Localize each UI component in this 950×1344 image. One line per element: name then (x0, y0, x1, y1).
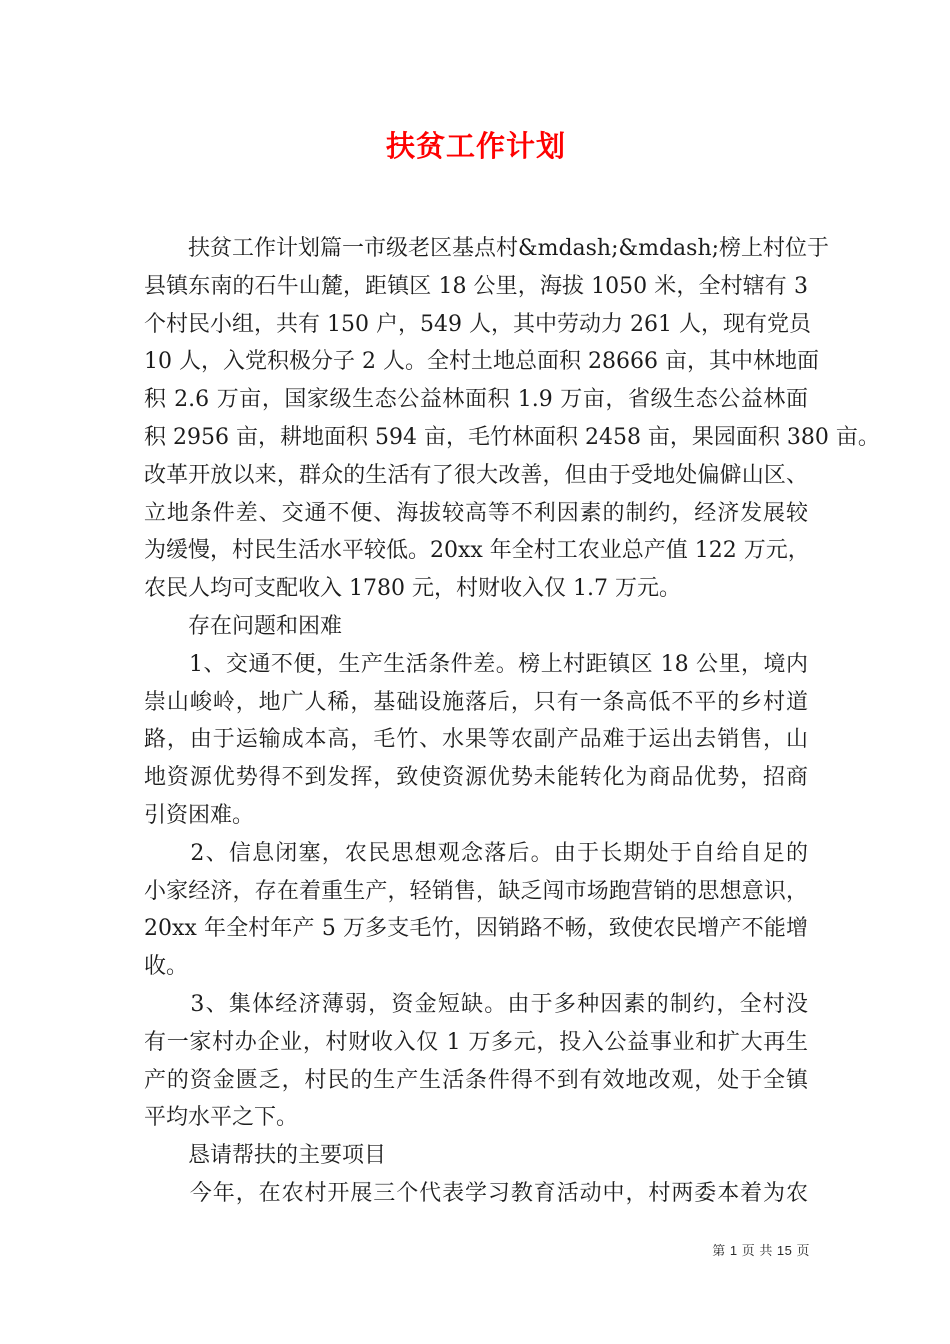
body-line: 农民人均可支配收入 1780 元，村财收入仅 1.7 万元。 (144, 576, 681, 602)
body-line: 扶贫工作计划篇一市级老区基点村&mdash;&mdash;榜上村位于 (144, 236, 830, 261)
body-line: 引资困难。 (144, 802, 255, 828)
body-line: 个村民小组，共有 150 户，549 人，其中劳动力 261 人，现有党员 (144, 311, 811, 337)
body-line: 为缓慢，村民生活水平较低。20xx 年全村工农业总产值 122 万元， (144, 538, 810, 564)
body-line: 今年，在农村开展三个代表学习教育活动中，村两委本着为农 (144, 1180, 808, 1206)
body-line: 有一家村办企业，村财收入仅 1 万多元，投入公益事业和扩大再生 (144, 1029, 808, 1055)
body-line: 县镇东南的石牛山麓，距镇区 18 公里，海拔 1050 米，全村辖有 3 (144, 273, 808, 299)
body-line: 小家经济，存在着重生产，轻销售，缺乏闯市场跑营销的思想意识， (144, 878, 808, 904)
document-title: 扶贫工作计划 (385, 129, 566, 163)
body-line: 10 人，入党积极分子 2 人。全村土地总面积 28666 亩，其中林地面 (144, 349, 819, 375)
body-line: 立地条件差、交通不便、海拔较高等不利因素的制约，经济发展较 (144, 500, 808, 526)
body-line: 1、交通不便，生产生活条件差。榜上村距镇区 18 公里，境内 (144, 651, 808, 677)
page-number-label: 第 1 页 共 15 页 (712, 1243, 810, 1258)
body-line: 2、信息闭塞，农民思想观念落后。由于长期处于自给自足的 (144, 840, 808, 866)
body-line: 积 2.6 万亩，国家级生态公益林面积 1.9 万亩，省级生态公益林面 (144, 387, 808, 413)
body-line: 地资源优势得不到发挥，致使资源优势未能转化为商品优势，招商 (144, 765, 808, 791)
body-line: 3、集体经济薄弱，资金短缺。由于多种因素的制约，全村没 (144, 991, 808, 1017)
body-line: 改革开放以来，群众的生活有了很大改善，但由于受地处偏僻山区、 (144, 462, 808, 488)
body-line: 积 2956 亩，耕地面积 594 亩，毛竹林面积 2458 亩，果园面积 380 亩。 (144, 424, 880, 450)
body-line section-heading: 存在问题和困难 (144, 613, 343, 639)
page-footer (712, 1243, 810, 1259)
body-line: 收。 (144, 954, 189, 980)
body-line: 产的资金匮乏，村民的生产生活条件得不到有效地改观，处于全镇 (144, 1067, 808, 1093)
body-line section-heading: 恳请帮扶的主要项目 (144, 1143, 387, 1169)
body-line: 20xx 年全村年产 5 万多支毛竹，因销路不畅，致使农民增产不能增 (144, 916, 808, 942)
body-line: 路，由于运输成本高，毛竹、水果等农副产品难于运出去销售，山 (144, 727, 808, 753)
body-line: 崇山峻岭，地广人稀，基础设施落后，只有一条高低不平的乡村道 (144, 689, 808, 715)
body-line: 平均水平之下。 (144, 1105, 299, 1131)
document-body (144, 230, 880, 1213)
